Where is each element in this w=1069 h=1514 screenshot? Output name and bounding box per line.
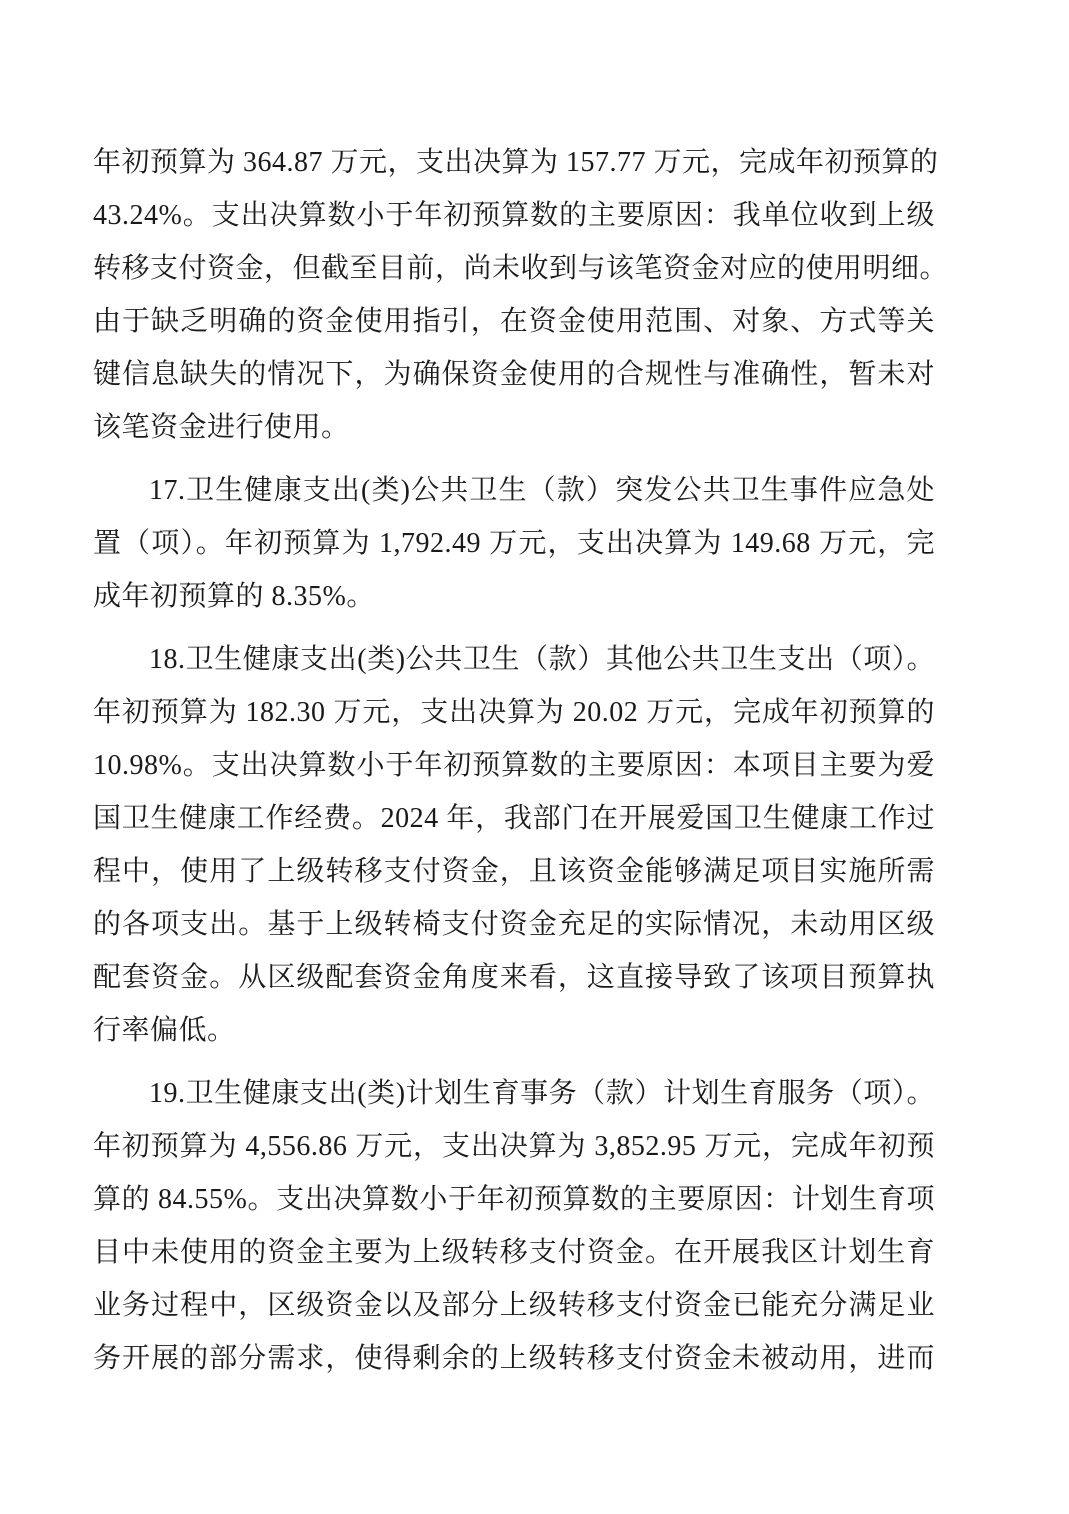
text-line: 程中，使用了上级转移支付资金，且该资金能够满足项目实施所需 bbox=[93, 856, 935, 887]
text-line: 18.卫生健康支出(类)公共卫生（款）其他公共卫生支出（项）。 bbox=[149, 644, 935, 675]
text-line: 年初预算为 4,556.86 万元，支出决算为 3,852.95 万元，完成年初预 bbox=[93, 1131, 935, 1162]
text-line: 目中未使用的资金主要为上级转移支付资金。在开展我区计划生育 bbox=[93, 1237, 935, 1268]
text-line: 转移支付资金，但截至目前，尚未收到与该笔资金对应的使用明细。 bbox=[93, 253, 949, 284]
text-line: 键信息缺失的情况下，为确保资金使用的合规性与准确性，暂未对 bbox=[93, 359, 935, 390]
text-line: 行率偏低。 bbox=[93, 1015, 236, 1046]
text-line: 国卫生健康工作经费。2024 年，我部门在开展爱国卫生健康工作过 bbox=[93, 803, 935, 834]
text-line: 由于缺乏明确的资金使用指引，在资金使用范围、对象、方式等关 bbox=[93, 306, 935, 337]
text-line: 该笔资金进行使用。 bbox=[93, 412, 350, 443]
text-line: 算的 84.55%。支出决算数小于年初预算数的主要原因：计划生育项 bbox=[93, 1184, 935, 1215]
text-line: 业务过程中，区级资金以及部分上级转移支付资金已能充分满足业 bbox=[93, 1290, 935, 1321]
text-line: 成年初预算的 8.35%。 bbox=[93, 581, 375, 612]
text-line: 年初预算为 182.30 万元，支出决算为 20.02 万元，完成年初预算的 bbox=[93, 697, 935, 728]
text-line: 17.卫生健康支出(类)公共卫生（款）突发公共卫生事件应急处 bbox=[149, 475, 935, 506]
text-line: 务开展的部分需求，使得剩余的上级转移支付资金未被动用，进而 bbox=[93, 1343, 935, 1374]
paragraph-17 bbox=[93, 464, 935, 623]
text-line: 配套资金。从区级配套资金角度来看，这直接导致了该项目预算执 bbox=[93, 962, 935, 993]
paragraph-16-continuation bbox=[93, 136, 949, 454]
text-line: 置（项）。年初预算为 1,792.49 万元，支出决算为 149.68 万元，完 bbox=[93, 528, 935, 559]
paragraph-18 bbox=[93, 633, 935, 1057]
text-line: 年初预算为 364.87 万元，支出决算为 157.77 万元，完成年初预算的 bbox=[93, 147, 939, 178]
text-column bbox=[93, 136, 949, 1395]
paragraph-19 bbox=[93, 1067, 935, 1385]
text-line: 43.24%。支出决算数小于年初预算数的主要原因：我单位收到上级 bbox=[93, 200, 935, 231]
text-line: 19.卫生健康支出(类)计划生育事务（款）计划生育服务（项）。 bbox=[149, 1078, 935, 1109]
text-line: 的各项支出。基于上级转椅支付资金充足的实际情况，未动用区级 bbox=[93, 909, 935, 940]
text-line: 10.98%。支出决算数小于年初预算数的主要原因：本项目主要为爱 bbox=[93, 750, 935, 781]
